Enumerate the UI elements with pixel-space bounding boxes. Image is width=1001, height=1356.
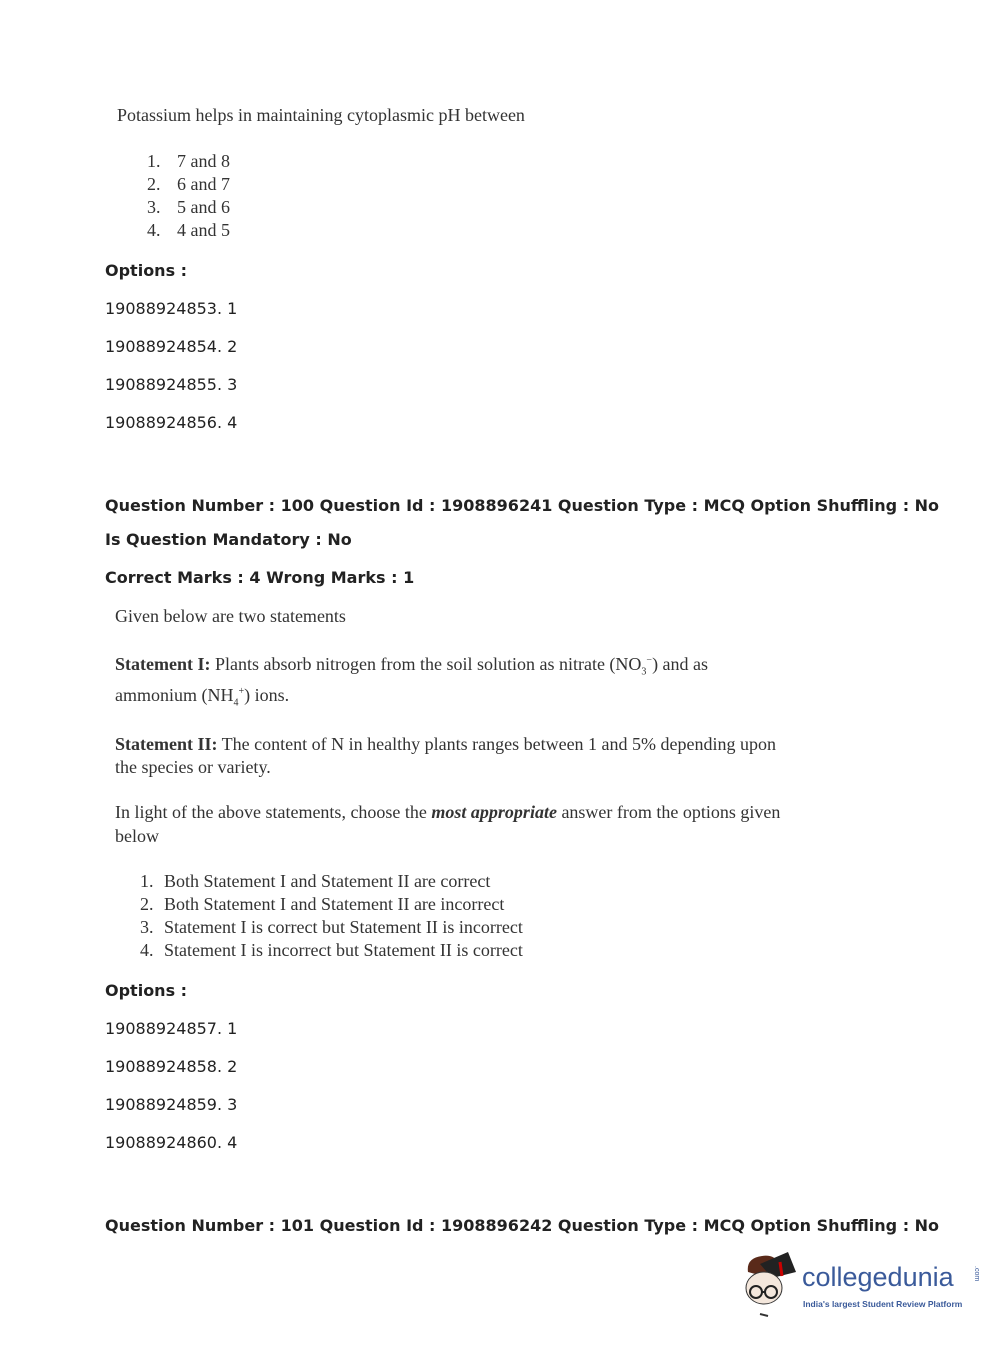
option-item: 19088924857. 1	[105, 1019, 238, 1038]
option-item: 19088924855. 3	[105, 375, 238, 394]
choice-number: 3.	[147, 197, 161, 217]
instruction-line-2: below	[115, 826, 159, 846]
choice-text: 4 and 5	[177, 220, 230, 240]
choice-text: 6 and 7	[177, 174, 230, 194]
choice-text: Both Statement I and Statement II are incorrect	[164, 894, 505, 914]
choice-number: 4.	[147, 220, 161, 240]
subscript: 3	[641, 666, 647, 678]
statement-text: The content of N in healthy plants ranges between 1 and 5% depending upon	[221, 734, 777, 754]
choice-number: 1.	[140, 871, 154, 891]
statement-text: ) and as	[652, 654, 709, 674]
choice-number: 3.	[140, 917, 154, 937]
subscript: 4	[233, 697, 239, 709]
question-meta: Question Number : 101 Question Id : 1908896242 Question Type : MCQ Option Shuffling : No	[105, 1216, 940, 1235]
superscript: +	[238, 686, 245, 697]
statement-2	[115, 734, 776, 755]
option-item: 19088924860. 4	[105, 1133, 238, 1152]
option-item: 19088924856. 4	[105, 413, 238, 432]
statement-1-line-2	[115, 685, 289, 709]
question-stem: Potassium helps in maintaining cytoplasmic pH between	[117, 105, 525, 125]
statement-1	[115, 654, 708, 678]
choice-text: Both Statement I and Statement II are correct	[164, 871, 491, 891]
logo-domain: .com	[973, 1266, 980, 1282]
statement-label: Statement II:	[115, 734, 218, 754]
choice-number: 2.	[147, 174, 161, 194]
choice-text: 5 and 6	[177, 197, 230, 217]
option-item: 19088924858. 2	[105, 1057, 238, 1076]
statement-label: Statement I:	[115, 654, 211, 674]
emphasis: most appropriate	[431, 802, 557, 822]
question-mandatory: Is Question Mandatory : No	[105, 530, 352, 549]
option-item: 19088924854. 2	[105, 337, 238, 356]
instruction-text: In light of the above statements, choose the	[115, 802, 427, 822]
options-label: Options :	[105, 981, 188, 1000]
choice-text: Statement I is incorrect but Statement II is correct	[164, 940, 523, 960]
logo-tagline: India's largest Student Review Platform	[803, 1299, 963, 1309]
choice-number: 4.	[140, 940, 154, 960]
statement-2-line-2: the species or variety.	[115, 757, 271, 777]
superscript: −	[646, 655, 653, 666]
statement-text: ammonium (NH	[115, 685, 234, 705]
question-intro: Given below are two statements	[115, 606, 346, 626]
statement-text: ) ions.	[244, 685, 290, 705]
option-item: 19088924859. 3	[105, 1095, 238, 1114]
choice-text: Statement I is correct but Statement II is incorrect	[164, 917, 523, 937]
mascot-icon	[740, 1250, 802, 1320]
question-meta: Question Number : 100 Question Id : 1908896241 Question Type : MCQ Option Shuffling : No	[105, 496, 940, 515]
logo-wordmark: collegedunia	[802, 1262, 954, 1292]
option-item: 19088924853. 1	[105, 299, 238, 318]
choice-number: 2.	[140, 894, 154, 914]
choice-text: 7 and 8	[177, 151, 230, 171]
choice-number: 1.	[147, 151, 161, 171]
instruction	[115, 802, 780, 823]
statement-text: Plants absorb nitrogen from the soil solution as nitrate (NO	[214, 654, 642, 674]
instruction-text: answer from the options given	[561, 802, 781, 822]
options-label: Options :	[105, 261, 188, 280]
question-marks: Correct Marks : 4 Wrong Marks : 1	[105, 568, 415, 587]
